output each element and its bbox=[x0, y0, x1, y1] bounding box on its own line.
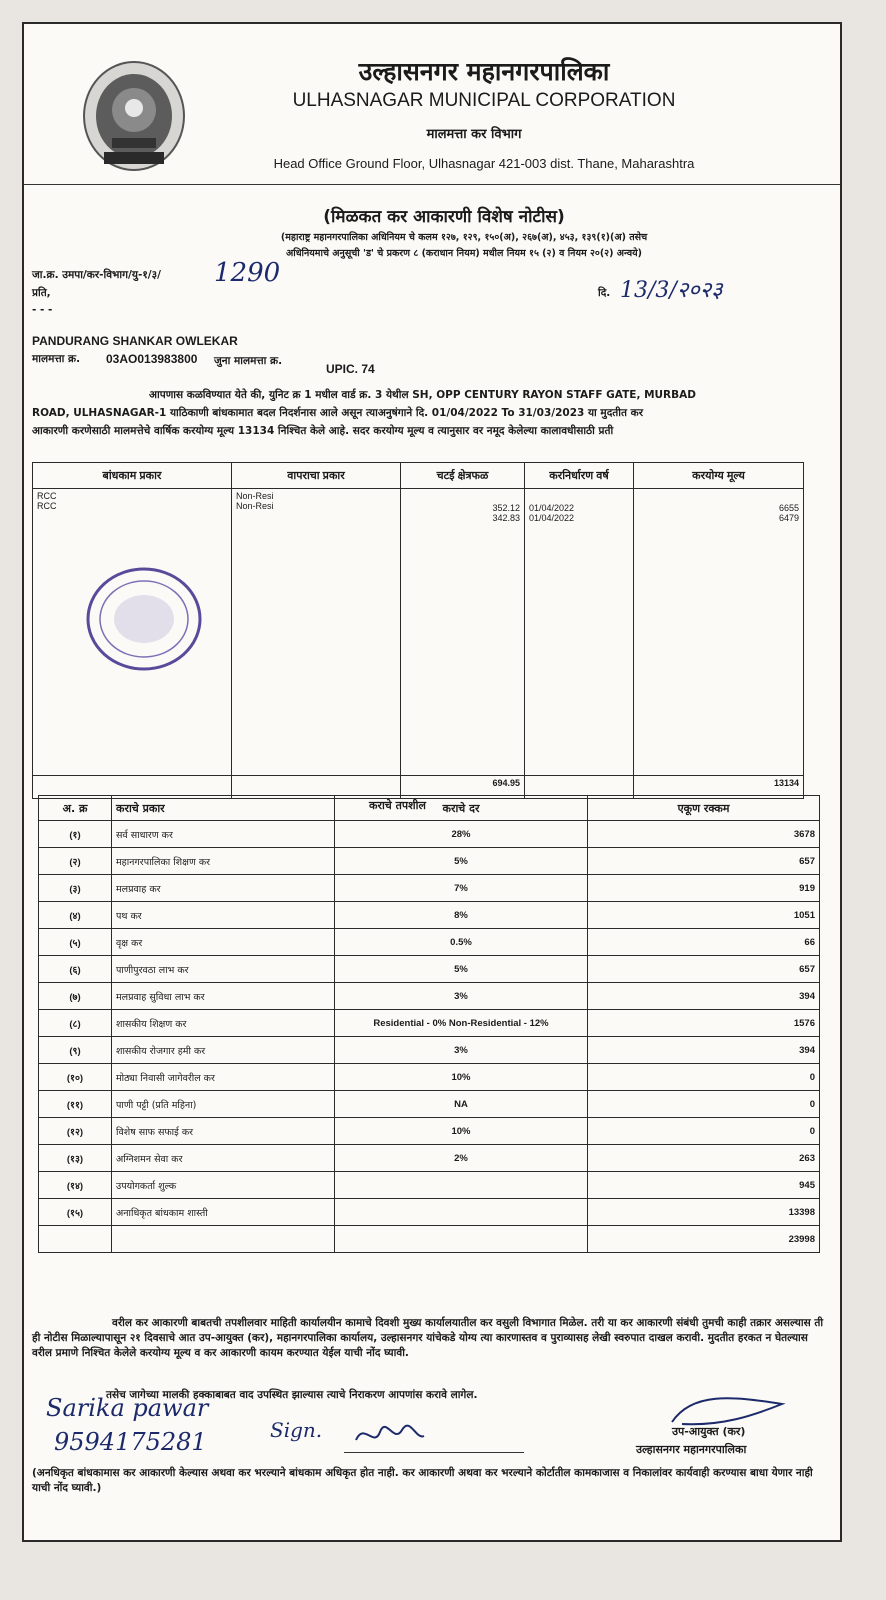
office-address: Head Office Ground Floor, Ulhasnagar 421-003 dist. Thane, Maharashtra bbox=[273, 156, 695, 171]
tax-row bbox=[39, 1118, 820, 1145]
header-tax-type: कराचे प्रकार bbox=[112, 796, 335, 821]
footer-disclaimer: (अनधिकृत बांधकामास कर आकारणी केल्यास अथवा कर भरल्याने बांधकाम अधिकृत होत नाही. कर आकारणी अथवा कर भरल्याने कोर्टातील कामकाजास व निकालांवर कार्यवाही करण्यास बाधा येणार नाही याची नोंद घ्यावी.) bbox=[32, 1467, 813, 1494]
tax-row bbox=[39, 929, 820, 956]
signature-line bbox=[344, 1452, 524, 1453]
header-taxable-value: करयोग्य मूल्य bbox=[634, 463, 804, 489]
header-carpet-area: चटई क्षेत्रफळ bbox=[401, 463, 525, 489]
serial-no: (१५) bbox=[39, 1199, 112, 1226]
tax-row bbox=[39, 1145, 820, 1172]
serial-no: (१) bbox=[39, 821, 112, 848]
tax-total-blank bbox=[335, 1226, 588, 1253]
tax-amount: 3678 bbox=[588, 821, 820, 848]
taxable-values: 6655 6479 bbox=[634, 489, 804, 775]
reference-number-handwritten: 1290 bbox=[214, 258, 281, 288]
org-title-marathi: उल्हासनगर महानगरपालिका bbox=[358, 57, 610, 86]
tax-amount: 657 bbox=[588, 848, 820, 875]
serial-no: (२) bbox=[39, 848, 112, 875]
tax-rate: 8% bbox=[335, 902, 588, 929]
serial-no: (७) bbox=[39, 983, 112, 1010]
serial-no: (१३) bbox=[39, 1145, 112, 1172]
handwritten-name: Sarika pawar bbox=[46, 1394, 209, 1422]
signatory-title: उप-आयुक्त (कर) bbox=[672, 1425, 746, 1438]
handwritten-phone: 9594175281 bbox=[54, 1428, 207, 1456]
tax-rate: 0.5% bbox=[335, 929, 588, 956]
tax-type: उपयोगकर्ता शुल्क bbox=[112, 1172, 335, 1199]
serial-no: (८) bbox=[39, 1010, 112, 1037]
tax-rate: 2% bbox=[335, 1145, 588, 1172]
tax-rate: 28% bbox=[335, 821, 588, 848]
tax-amount: 657 bbox=[588, 956, 820, 983]
corporation-seal-logo bbox=[82, 60, 186, 178]
serial-no: (११) bbox=[39, 1091, 112, 1118]
handwritten-sign-label: Sign. bbox=[270, 1418, 323, 1442]
tax-total-row bbox=[39, 1226, 820, 1253]
handwritten-signature bbox=[350, 1418, 430, 1454]
tax-amount: 919 bbox=[588, 875, 820, 902]
department-name: मालमत्ता कर विभाग bbox=[426, 127, 522, 142]
tax-type: पाणीपुरवठा लाभ कर bbox=[112, 956, 335, 983]
footer-ownership-note: तसेच जागेच्या मालकी हक्काबाबत वाद उपस्थित झाल्यास त्याचे निराकरण आपणांस करावे लागेल. bbox=[106, 1389, 478, 1401]
tax-details-table bbox=[38, 795, 820, 1253]
tax-rate: 5% bbox=[335, 848, 588, 875]
tax-row bbox=[39, 902, 820, 929]
header-tax-rate: कराचे दर bbox=[335, 796, 588, 821]
tax-details-caption: कराचे तपशील bbox=[369, 799, 426, 812]
tax-type: शासकीय रोजगार हमी कर bbox=[112, 1037, 335, 1064]
serial-no: (१०) bbox=[39, 1064, 112, 1091]
property-label: मालमत्ता क्र. bbox=[32, 353, 81, 365]
tax-rate bbox=[335, 1172, 588, 1199]
usage-types: Non-Resi Non-Resi bbox=[232, 489, 401, 775]
tax-table-header bbox=[39, 796, 820, 821]
header-divider bbox=[24, 184, 840, 185]
tax-type: शासकीय शिक्षण कर bbox=[112, 1010, 335, 1037]
notice-title: (मिळकत कर आकारणी विशेष नोटीस) bbox=[323, 207, 565, 227]
tax-type: मलप्रवाह कर bbox=[112, 875, 335, 902]
serial-no: (५) bbox=[39, 929, 112, 956]
intro-line-2: ROAD, ULHASNAGAR-1 याठिकाणी बांधकामात बदल निदर्शनास आले असून त्याअनुषंगाने दि. 01/04/2022 To 31/03/2023 या मुदतीत कर bbox=[32, 407, 643, 419]
footer-paragraph: वरील कर आकारणी बाबतची तपशीलवार माहिती कार्यालयीन कामाचे दिवशी मुख्य कार्यालयातील कर वसुली विभागात मिळेल. तरी या कर आकारणी संबंधी तुमची काही तक्रार असल्यास ती ही नोटीस मिळाल्यापासून २१ दिवसाचे आत उप-आयुक्त (कर), महानगरपालिका कार्यालय, उल्हासनगर यांचेकडे योग्य त्या कारणास्तव व पुराव्यासह लेखी स्वरुपात दाखल करावी. मुदतीत हरकत न घेतल्यास वरील प्रमाणे निश्चित केलेले करयोग्य मूल्य व कर आकारणी कायम करण्यात येईल याची नोंद घ्यावी. bbox=[32, 1317, 824, 1359]
tax-total-blank bbox=[39, 1226, 112, 1253]
header-total-amount: एकूण रक्कम bbox=[588, 796, 820, 821]
tax-row bbox=[39, 1037, 820, 1064]
tax-row bbox=[39, 956, 820, 983]
carpet-areas: 352.12 342.83 bbox=[401, 489, 525, 775]
tax-rate: NA bbox=[335, 1091, 588, 1118]
serial-no: (१२) bbox=[39, 1118, 112, 1145]
tax-type: पाणी पट्टी (प्रति महिना) bbox=[112, 1091, 335, 1118]
tax-amount: 394 bbox=[588, 983, 820, 1010]
header-serial-no: अ. क्र bbox=[39, 796, 112, 821]
act-reference-line2: अधिनियमाचे अनुसूची 'ड' चे प्रकरण ८ (कराधान नियम) मधील नियम १५ (२) व नियम २०(२) अन्वये) bbox=[286, 248, 642, 259]
property-table-header bbox=[33, 463, 804, 489]
tax-row bbox=[39, 821, 820, 848]
tax-amount: 394 bbox=[588, 1037, 820, 1064]
tax-row bbox=[39, 1199, 820, 1226]
owner-name: PANDURANG SHANKAR OWLEKAR bbox=[32, 334, 238, 348]
header-construction-type: बांधकाम प्रकार bbox=[33, 463, 232, 489]
org-title-english: ULHASNAGAR MUNICIPAL CORPORATION bbox=[292, 90, 676, 111]
tax-type: महानगरपालिका शिक्षण कर bbox=[112, 848, 335, 875]
tax-amount: 263 bbox=[588, 1145, 820, 1172]
header-usage-type: वापराचा प्रकार bbox=[232, 463, 401, 489]
tax-rate: 10% bbox=[335, 1118, 588, 1145]
tax-rate: 3% bbox=[335, 983, 588, 1010]
tax-row bbox=[39, 1172, 820, 1199]
intro-line-3: आकारणी करणेसाठी मालमत्तेचे वार्षिक करयोग्य मूल्य 13134 निश्चित केले आहे. सदर करयोग्य मूल्य व त्यानुसार वर नमूद केलेल्या कालावधीसाठी प्रती bbox=[32, 425, 614, 437]
tax-grand-total: 23998 bbox=[588, 1226, 820, 1253]
tax-row bbox=[39, 875, 820, 902]
office-rubber-stamp bbox=[84, 564, 204, 674]
intro-line-1: आपणास कळविण्यात येते की, युनिट क्र 1 मधील वार्ड क्र. 3 येथील SH, OPP CENTURY RAYON STAFF GATE, MURBAD bbox=[149, 389, 696, 401]
upic-number: UPIC. 74 bbox=[326, 362, 375, 376]
dashes: - - - bbox=[32, 304, 53, 316]
serial-no: (६) bbox=[39, 956, 112, 983]
tax-row bbox=[39, 848, 820, 875]
tax-amount: 1576 bbox=[588, 1010, 820, 1037]
tax-type: विशेष साफ सफाई कर bbox=[112, 1118, 335, 1145]
total-carpet-area: 694.95 bbox=[401, 775, 525, 798]
assessment-years: 01/04/2022 01/04/2022 bbox=[525, 489, 634, 775]
tax-type: वृक्ष कर bbox=[112, 929, 335, 956]
tax-type: अनाधिकृत बांधकाम शास्ती bbox=[112, 1199, 335, 1226]
tax-type: मलप्रवाह सुविधा लाभ कर bbox=[112, 983, 335, 1010]
tax-amount: 0 bbox=[588, 1064, 820, 1091]
serial-no: (३) bbox=[39, 875, 112, 902]
tax-rate: 3% bbox=[335, 1037, 588, 1064]
serial-no: (४) bbox=[39, 902, 112, 929]
signatory-organisation: उल्हासनगर महानगरपालिका bbox=[636, 1443, 747, 1456]
total-taxable-value: 13134 bbox=[634, 775, 804, 798]
construction-types: RCC RCC bbox=[33, 489, 232, 775]
tax-rate: Residential - 0% Non-Residential - 12% bbox=[335, 1010, 588, 1037]
tax-total-blank bbox=[112, 1226, 335, 1253]
notice-document bbox=[22, 22, 842, 1542]
tax-amount: 1051 bbox=[588, 902, 820, 929]
old-property-label: जुना मालमत्ता क्र. bbox=[214, 355, 283, 367]
serial-no: (१४) bbox=[39, 1172, 112, 1199]
date-handwritten: 13/3/२०२३ bbox=[620, 278, 723, 303]
act-reference-line1: (महाराष्ट्र महानगरपालिका अधिनियम चे कलम १२७, १२९, १५०(अ), २६७(अ), ४५३, १३९(१)(अ) तसेच bbox=[280, 232, 648, 243]
tax-row bbox=[39, 983, 820, 1010]
header-assessment-year: करनिर्धारण वर्ष bbox=[525, 463, 634, 489]
tax-type: अग्निशमन सेवा कर bbox=[112, 1145, 335, 1172]
to-label: प्रति, bbox=[32, 287, 51, 299]
tax-rate: 5% bbox=[335, 956, 588, 983]
tax-type: सर्व साधारण कर bbox=[112, 821, 335, 848]
date-label: दि. bbox=[598, 287, 611, 299]
tax-type: पथ कर bbox=[112, 902, 335, 929]
tax-amount: 66 bbox=[588, 929, 820, 956]
tax-row bbox=[39, 1091, 820, 1118]
serial-no: (९) bbox=[39, 1037, 112, 1064]
tax-row bbox=[39, 1010, 820, 1037]
tax-row bbox=[39, 1064, 820, 1091]
property-number: 03AO013983800 bbox=[106, 352, 198, 366]
reference-label: जा.क्र. उमपा/कर-विभाग/यु-१/३/ bbox=[32, 269, 161, 281]
tax-rate: 10% bbox=[335, 1064, 588, 1091]
tax-amount: 0 bbox=[588, 1118, 820, 1145]
tax-amount: 945 bbox=[588, 1172, 820, 1199]
tax-type: मोठ्या निवासी जागेवरील कर bbox=[112, 1064, 335, 1091]
tax-amount: 0 bbox=[588, 1091, 820, 1118]
tax-rate: 7% bbox=[335, 875, 588, 902]
tax-amount: 13398 bbox=[588, 1199, 820, 1226]
tax-rate bbox=[335, 1199, 588, 1226]
